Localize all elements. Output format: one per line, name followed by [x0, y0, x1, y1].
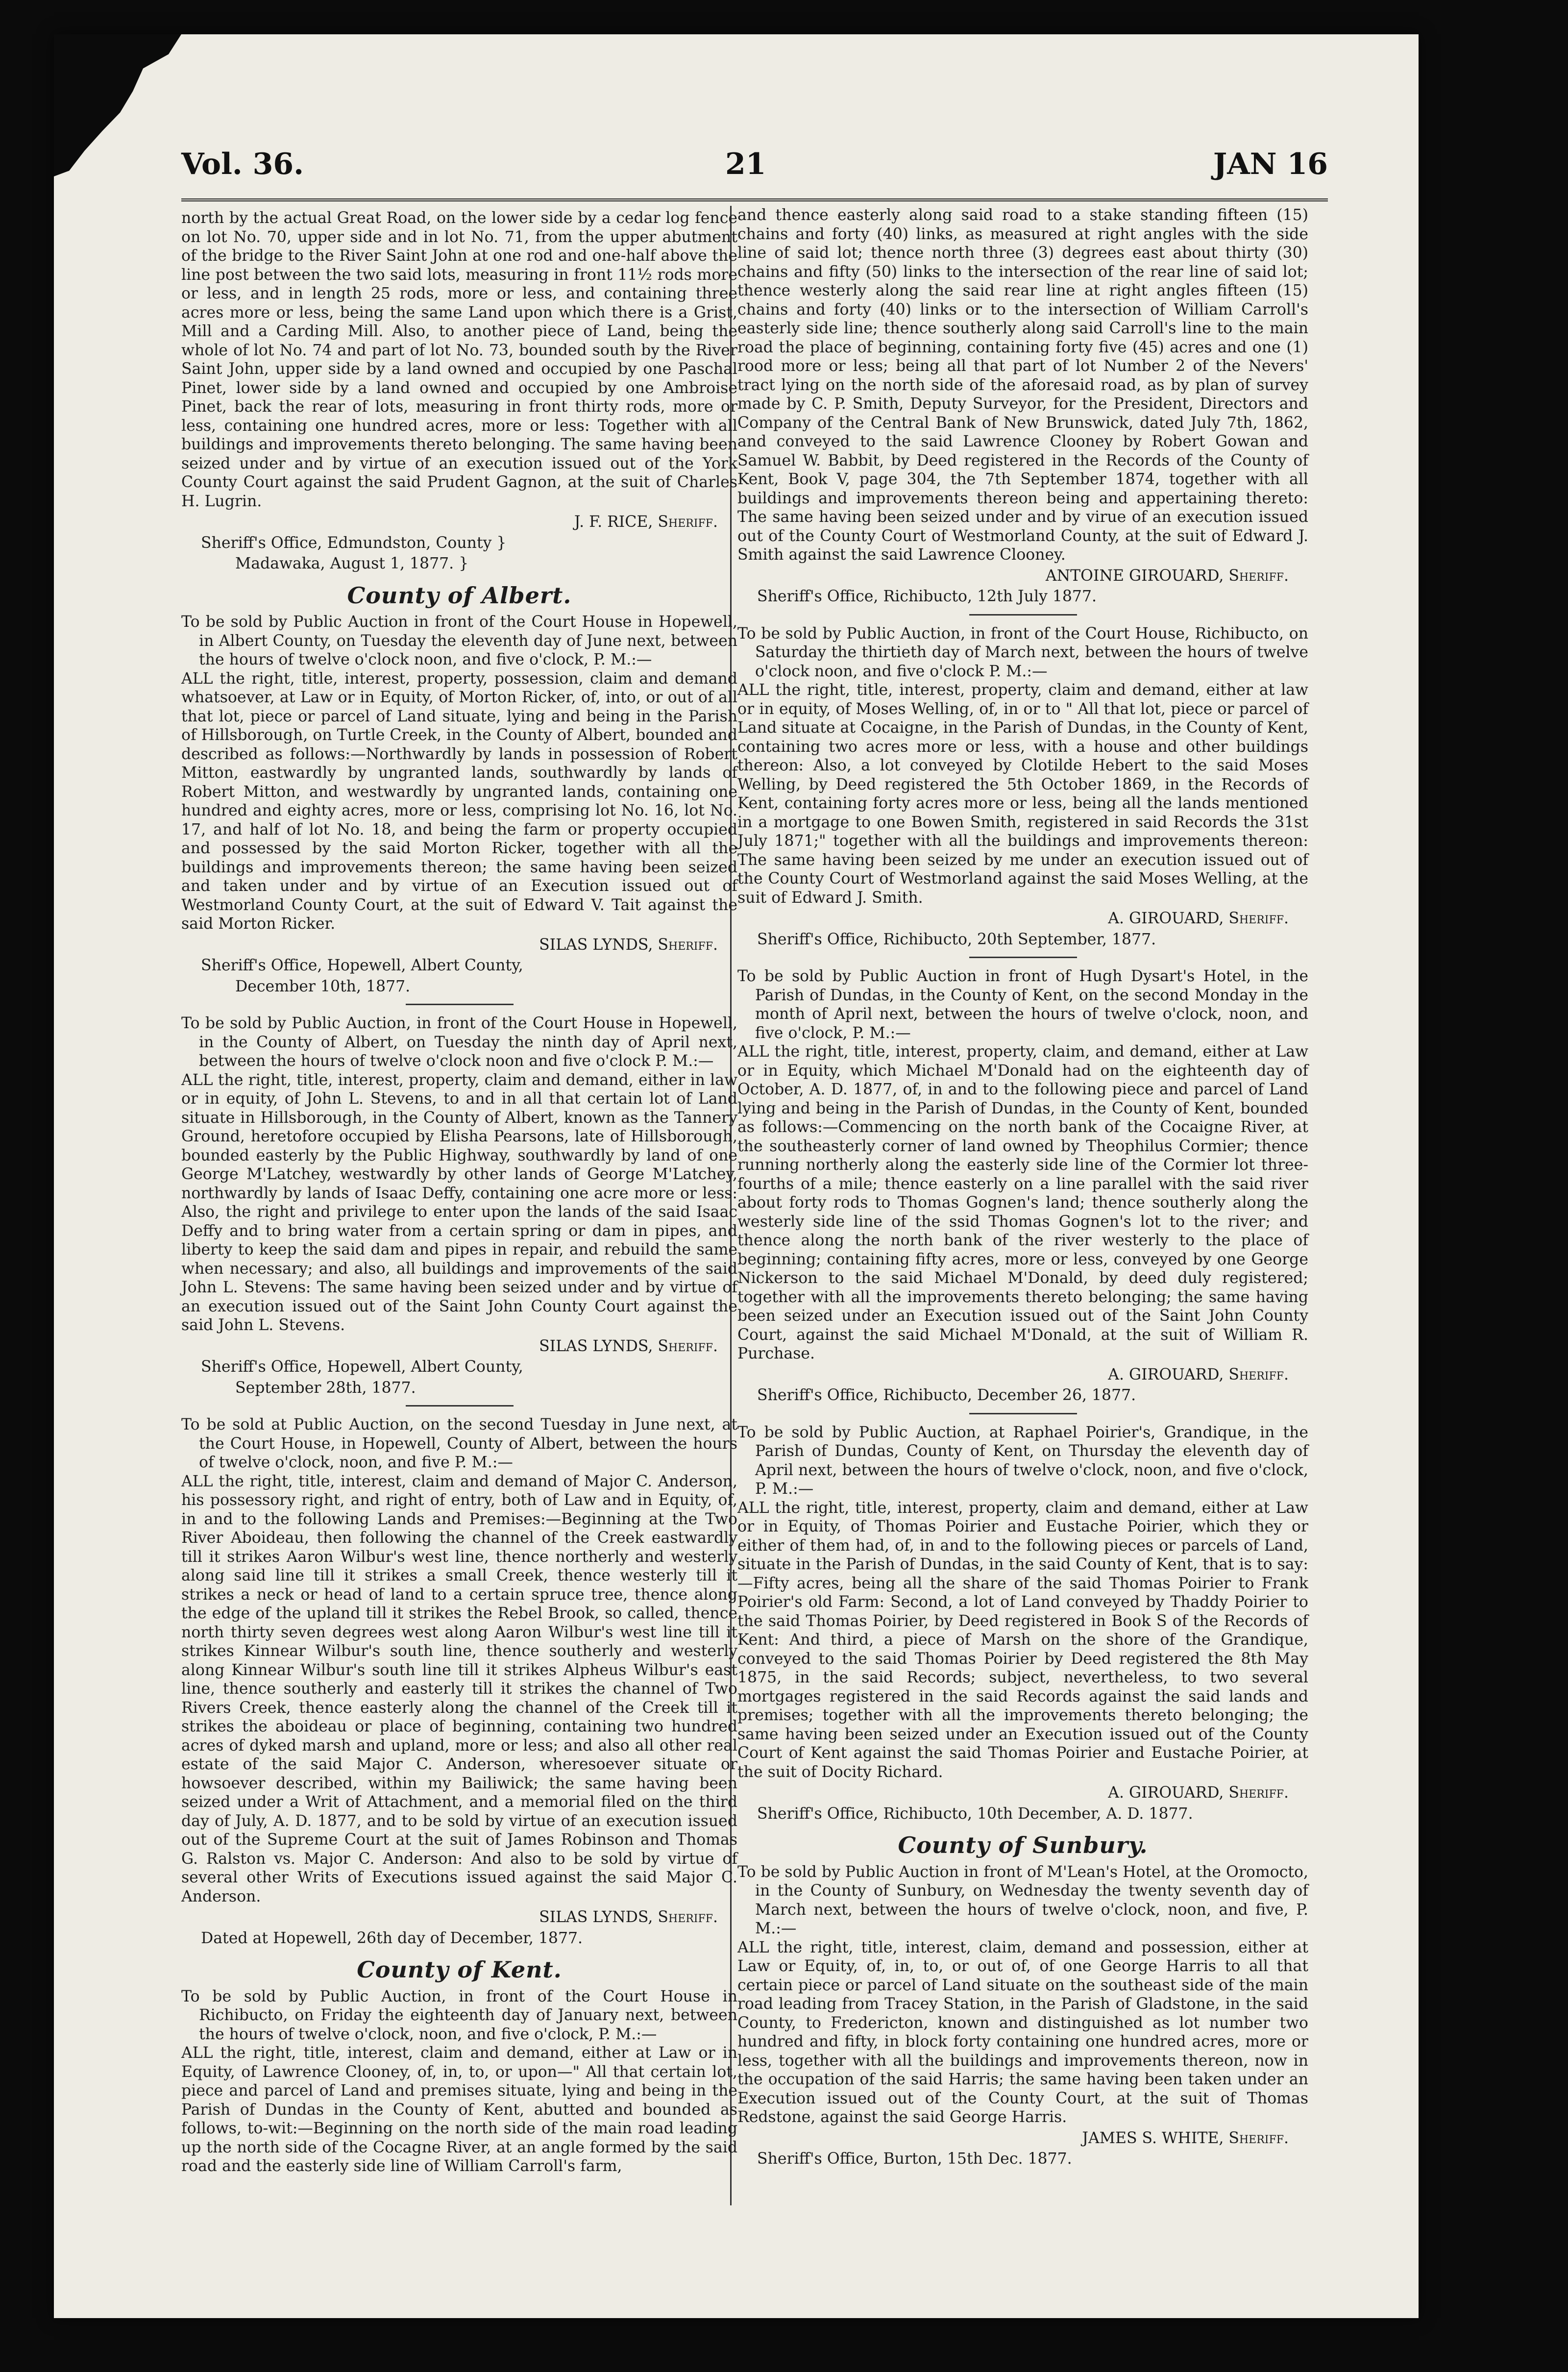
notice-body: ALL the right, title, interest, claim and demand of Major C. Anderson, his possessory right, and right of entry, both of Law and in Equity, of, in and to the following Lands and Premises:—Beginning at the Two River Aboideau, then following the channel of the Creek eastwardly till it strikes Aaron Wilbur's west line, thence northerly and westerly along said line till it strikes a small Creek, thence westerly till it strikes a neck or head of land to a certain spruce tree, thence along the edge of the upland till it strikes the Rebel Brook, so called, thence north thirty seven degrees west along Aaron Wilbur's west line till it strikes Kinnear Wilbur's south line, thence southerly and westerly along Kinnear Wilbur's south line till it strikes Alpheus Wilbur's east line, thence southerly and easterly till it strikes the channel of Two Rivers Creek, thence easterly along the channel of the Creek till it strikes the aboideau or place of beginning, containing two hundred acres of dyked marsh and upland, more or less; and also all other real estate of the said Major C. Anderson, wheresoever situate or howsoever described, within my Bailiwick; the same having been seized under a Writ of Attachment, and a memorial filed on the third day of July, A. D. 1877, and to be sold by virtue of an execution issued out of the Supreme Court at the suit of James Robinson and Thomas G. Ralston vs. Major C. Anderson: And also to be sold by virtue of several other Writs of Executions issued against the said Major C. Anderson. [181, 1472, 737, 1905]
notice-mcdonald [737, 967, 1308, 1405]
notice-body: ALL the right, title, interest, property, claim and demand, either in law or in equity, of John L. Stevens, to and in all that certain lot of Land situate in Hillsborough, in the County of Albert, known as the Tannery Ground, heretofore occupied by Elisha Pearsons, late of Hillsborough, bounded easterly by the Public Highway, southwardly by land of one George M'Latchey, westwardly by other lands of George M'Latchey, northwardly by lands of Isaac Deffy, containing one acre more or less: Also, the right and privilege to enter upon the lands of the said Isaac Deffy and to bring water from a certain spring or dam in pipes, and liberty to keep the said dam and pipes in repair, and rebuild the same when necessary; and also, all buildings and improvements of the said John L. Stevens: The same having been seized under and by virtue of an execution issued out of the Saint John County Court against the said John L. Stevens. [181, 1071, 737, 1334]
notice-signature: SILAS LYNDS, Sheriff. [539, 1337, 718, 1355]
notice-signature: JAMES S. WHITE, Sheriff. [1082, 2129, 1289, 2147]
volume-label: Vol. 36. [181, 147, 304, 181]
section-title-albert: County of Albert. [347, 582, 572, 609]
issue-date: JAN 16 [1213, 147, 1328, 181]
notice-office: Sheriff's Office, Hopewell, Albert County, [201, 1358, 523, 1376]
notice-office: Sheriff's Office, Richibucto, 12th July 1877. [757, 588, 1097, 605]
section-title-sunbury: County of Sunbury. [898, 1832, 1148, 1858]
notice-welling [737, 624, 1308, 949]
page-number: 21 [725, 147, 766, 181]
left-column [181, 206, 737, 2183]
notice-signature: A. GIROUARD, Sheriff. [1108, 910, 1289, 927]
notice-intro: To be sold by Public Auction in front of the Court House in Hopewell, in Albert County, on Tuesday the eleventh day of June next, between the hours of twelve o'clock noon, and five o'clock, P. M.:— [181, 613, 737, 668]
notice-intro: To be sold by Public Auction, in front of the Court House in Richibucto, on Friday the eighteenth day of January next, between the hours of twelve o'clock, noon, and five o'clock, P. M.:— [181, 1987, 737, 2043]
notice-body: north by the actual Great Road, on the lower side by a cedar log fence on lot No. 70, upper side and in lot No. 71, from the upper abutment of the bridge to the River Saint John at one rod and one-half above the line post between the two said lots, measuring in front 11½ rods more or less, and in length 25 rods, more or less, and containing three acres more or less, being the same Land upon which there is a Grist, Mill and a Carding Mill. Also, to another piece of Land, being the whole of lot No. 74 and part of lot No. 73, bounded south by the River Saint John, upper side by a land owned and occupied by one Paschal Pinet, lower side by a land owned and occupied by one Ambroise Pinet, back the rear of lots, measuring in front thirty rods, more or less, containing one hundred acres, more or less: Together with all buildings and improvements thereto belonging. The same having been seized under and by virtue of an execution issued out of the York County Court against the said Prudent Gagnon, at the suit of Charles H. Lugrin. [181, 209, 737, 510]
notice-signature: J. F. RICE, Sheriff. [574, 513, 718, 531]
notice-intro: To be sold by Public Auction, in front of the Court House in Hopewell, in the County of Albert, on Tuesday the ninth day of April next, between the hours of twelve o'clock noon and five o'clock P. M.:— [181, 1014, 737, 1070]
notice-signature: ANTOINE GIROUARD, Sheriff. [1045, 567, 1289, 585]
notice-office: Sheriff's Office, Richibucto, 10th December, A. D. 1877. [757, 1804, 1193, 1823]
separator-rule [969, 614, 1077, 616]
notice-office: Sheriff's Office, Richibucto, December 26, 1877. [757, 1386, 1136, 1404]
notice-office: Sheriff's Office, Hopewell, Albert County, [201, 957, 523, 974]
notice-harris [737, 1863, 1308, 2169]
right-column [737, 206, 1308, 2175]
notice-intro: To be sold at Public Auction, on the second Tuesday in June next, at the Court House, in Hopewell, County of Albert, between the hours of twelve o'clock, noon, and five P. M.:— [181, 1416, 737, 1471]
notice-body: ALL the right, title, interest, claim and demand, either at Law or in Equity, of Lawrence Clooney, of, in, to, or upon—" All that certain lot, piece and parcel of Land and premises situate, lying and being in the Parish of Dundas in the County of Kent, abutted and bounded as follows, to-wit:—Beginning on the north side of the main road leading up the north side of the Cocagne River, at an angle formed by the said road and the easterly side line of William Carroll's farm, [181, 2044, 737, 2175]
notice-clooney [181, 1987, 737, 2176]
notice-gagnon [181, 209, 737, 573]
notice-body: ALL the right, title, interest, property, possession, claim and demand whatsoever, at Law or in Equity, of Morton Ricker, of, into, or out of all that lot, piece or parcel of Land situate, lying and being in the Parish of Hillsborough, on Turtle Creek, in the County of Albert, bounded and described as follows:—Northwardly by lands in possession of Robert Mitton, eastwardly by ungranted lands, southwardly by lands of Robert Mitton, and westwardly by ungranted lands, containing one hundred and eighty acres, more or less, comprising lot No. 16, lot No. 17, and half of lot No. 18, and being the farm or property occupied and possessed by the said Morton Ricker, together with all the buildings and improvements thereon; the same having been seized and taken under and by virtue of an Execution issued out of Westmorland County Court, at the suit of Edward V. Tait against the said Morton Ricker. [181, 669, 737, 933]
notice-intro: To be sold by Public Auction, at Raphael Poirier's, Grandique, in the Parish of Dundas, County of Kent, on Thursday the eleventh day of April next, between the hours of twelve o'clock, noon, and five o'clock, P. M.:— [737, 1423, 1308, 1498]
notice-office: Sheriff's Office, Burton, 15th Dec. 1877. [757, 2150, 1072, 2168]
notice-body: and thence easterly along said road to a stake standing fifteen (15) chains and forty (40) links, as measured at right angles with the side line of said lot; thence north three (3) degrees east about thirty (30) chains and fifty (50) links to the intersection of the rear line of said lot; thence westerly along the said rear line at right angles fifteen (15) chains and forty (40) links or to the intersection of William Carroll's easterly side line; thence southerly along said Carroll's line to the main road the place of beginning, containing forty five (45) acres and one (1) rood more or less; being all that part of lot Number 2 of the Nevers' tract lying on the north side of the aforesaid road, as by plan of survey made by C. P. Smith, Deputy Surveyor, for the President, Directors and Company of the Central Bank of New Brunswick, dated July 7th, 1862, and conveyed to the said Lawrence Clooney by Robert Gowan and Samuel W. Babbit, by Deed registered in the Records of the County of Kent, Book V, page 304, the 7th September 1874, together with all buildings and improvements thereon being and appertaining thereto: The same having been seized under and by virue of an execution issued out of the County Court of Westmorland County, at the suit of Edward J. Smith against the said Lawrence Clooney. [737, 206, 1308, 564]
separator-rule [969, 957, 1077, 958]
notice-signature: A. GIROUARD, Sheriff. [1108, 1784, 1289, 1802]
notice-office-date: September 28th, 1877. [235, 1379, 416, 1397]
notice-dated: Dated at Hopewell, 26th day of December, 1877. [201, 1929, 583, 1947]
notice-intro: To be sold by Public Auction, in front of the Court House, Richibucto, on Saturday the thirtieth day of March next, between the hours of twelve o'clock noon, and five o'clock P. M.:— [737, 624, 1308, 680]
notice-poirier [737, 1423, 1308, 1824]
notice-signature: A. GIROUARD, Sheriff. [1108, 1365, 1289, 1384]
notice-body: ALL the right, title, interest, property, claim, and demand, either at Law or in Equity, which Michael M'Donald had on the eighteenth day of October, A. D. 1877, of, in and to the following piece and parcel of Land lying and being in the Parish of Dundas, in the County of Kent, bounded as follows:—Commencing on the north bank of the Cocaigne River, at the southeasterly corner of land owned by Theophilus Cormier; thence running northerly along the easterly side line of the Cormier lot three-fourths of a mile; thence easterly on a line parallel with the said river about forty rods to Thomas Gognen's land; thence southerly along the westerly side line of the ssid Thomas Gognen's lot to the river; and thence along the north bank of the river westerly to the place of beginning; containing fifty acres, more or less, conveyed by one George Nickerson to the said Michael M'Donald, by deed duly registered; together with all the improvements thereto belonging; the same having been seized under an Execution issued out of the Saint John County Court, against the said Michael M'Donald, at the suit of William R. Purchase. [737, 1043, 1308, 1362]
notice-body: ALL the right, title, interest, property, claim and demand, either at Law or in Equity, of Thomas Poirier and Eustache Poirier, which they or either of them had, of, in and to the following pieces or parcels of Land, situate in the Parish of Dundas, in the said County of Kent, that is to say:—Fifty acres, being all the share of the said Thomas Poirier to Frank Poirier's old Farm: Second, a lot of Land conveyed by Thaddy Poirier to the said Thomas Poirier, by Deed registered in Book S of the Records of Kent: And third, a piece of Marsh on the shore of the Grandique, conveyed to the said Thomas Poirier by Deed registered the 8th May 1875, in the said Records; subject, nevertheless, to two several mortgages registered in the said Records against the said lands and premises; together with all the improvements thereto belonging; the same having been seized under an Execution issued out of the County Court of Kent against the said Thomas Poirier and Eustache Poirier, at the suit of Docity Richard. [737, 1499, 1308, 1781]
notice-anderson [181, 1415, 737, 1948]
notice-intro: To be sold by Public Auction in front of Hugh Dysart's Hotel, in the Parish of Dundas, in the County of Kent, on the second Monday in the month of April next, between the hours of twelve o'clock, noon, and five o'clock, P. M.:— [737, 967, 1308, 1042]
notice-signature: SILAS LYNDS, Sheriff. [539, 1908, 718, 1926]
section-title-kent: County of Kent. [357, 1956, 562, 1983]
separator-rule [969, 1413, 1077, 1414]
notice-office: Sheriff's Office, Edmundston, County } [201, 534, 507, 552]
notice-intro: To be sold by Public Auction in front of M'Lean's Hotel, at the Oromocto, in the County of Sunbury, on Wednesday the twenty seventh day of March next, between the hours of twelve o'clock, noon, and five, P. M.:— [737, 1863, 1308, 1937]
notice-office-date: Madawaka, August 1, 1877. } [235, 555, 469, 572]
notice-body: ALL the right, title, interest, claim, demand and possession, either at Law or Equity, of, in, to, or out of, of one George Harris to all that certain piece or parcel of Land situate on the southeast side of the main road leading from Tracey Station, in the Parish of Gladstone, in the said County, to Fredericton, known and distinguished as lot number two hundred and fifty, in block forty containing one hundred acres, more or less, together with all the buildings and improvements thereon, now in the occupation of the said Harris; the same having been taken under an Execution issued out of the County Court, at the suit of Thomas Redstone, against the said George Harris. [737, 1938, 1308, 2126]
notice-body: ALL the right, title, interest, property, claim and demand, either at law or in equity, of Moses Welling, of, in or to " All that lot, piece or parcel of Land situate at Cocaigne, in the Parish of Dundas, in the County of Kent, containing two acres more or less, with a house and other buildings thereon: Also, a lot conveyed by Clotilde Hebert to the said Moses Welling, by Deed registered the 5th October 1869, in the Records of Kent, containing forty acres more or less, being all the lands mentioned in a mortgage to one Bowen Smith, registered in said Records the 31st July 1871;" together with all the buildings and improvements thereon: The same having been seized by me under an execution issued out of the County Court of Westmorland against the said Moses Welling, at the suit of Edward J. Smith. [737, 681, 1308, 907]
notice-clooney-continued [737, 206, 1308, 606]
notice-signature: SILAS LYNDS, Sheriff. [539, 936, 718, 954]
notice-ricker [181, 613, 737, 996]
separator-rule [406, 1004, 514, 1005]
notice-stevens [181, 1014, 737, 1397]
notice-office-date: December 10th, 1877. [235, 977, 411, 995]
page-header [181, 147, 1328, 191]
notice-office: Sheriff's Office, Richibucto, 20th September, 1877. [757, 930, 1156, 948]
header-rule [181, 198, 1328, 201]
separator-rule [406, 1405, 514, 1407]
